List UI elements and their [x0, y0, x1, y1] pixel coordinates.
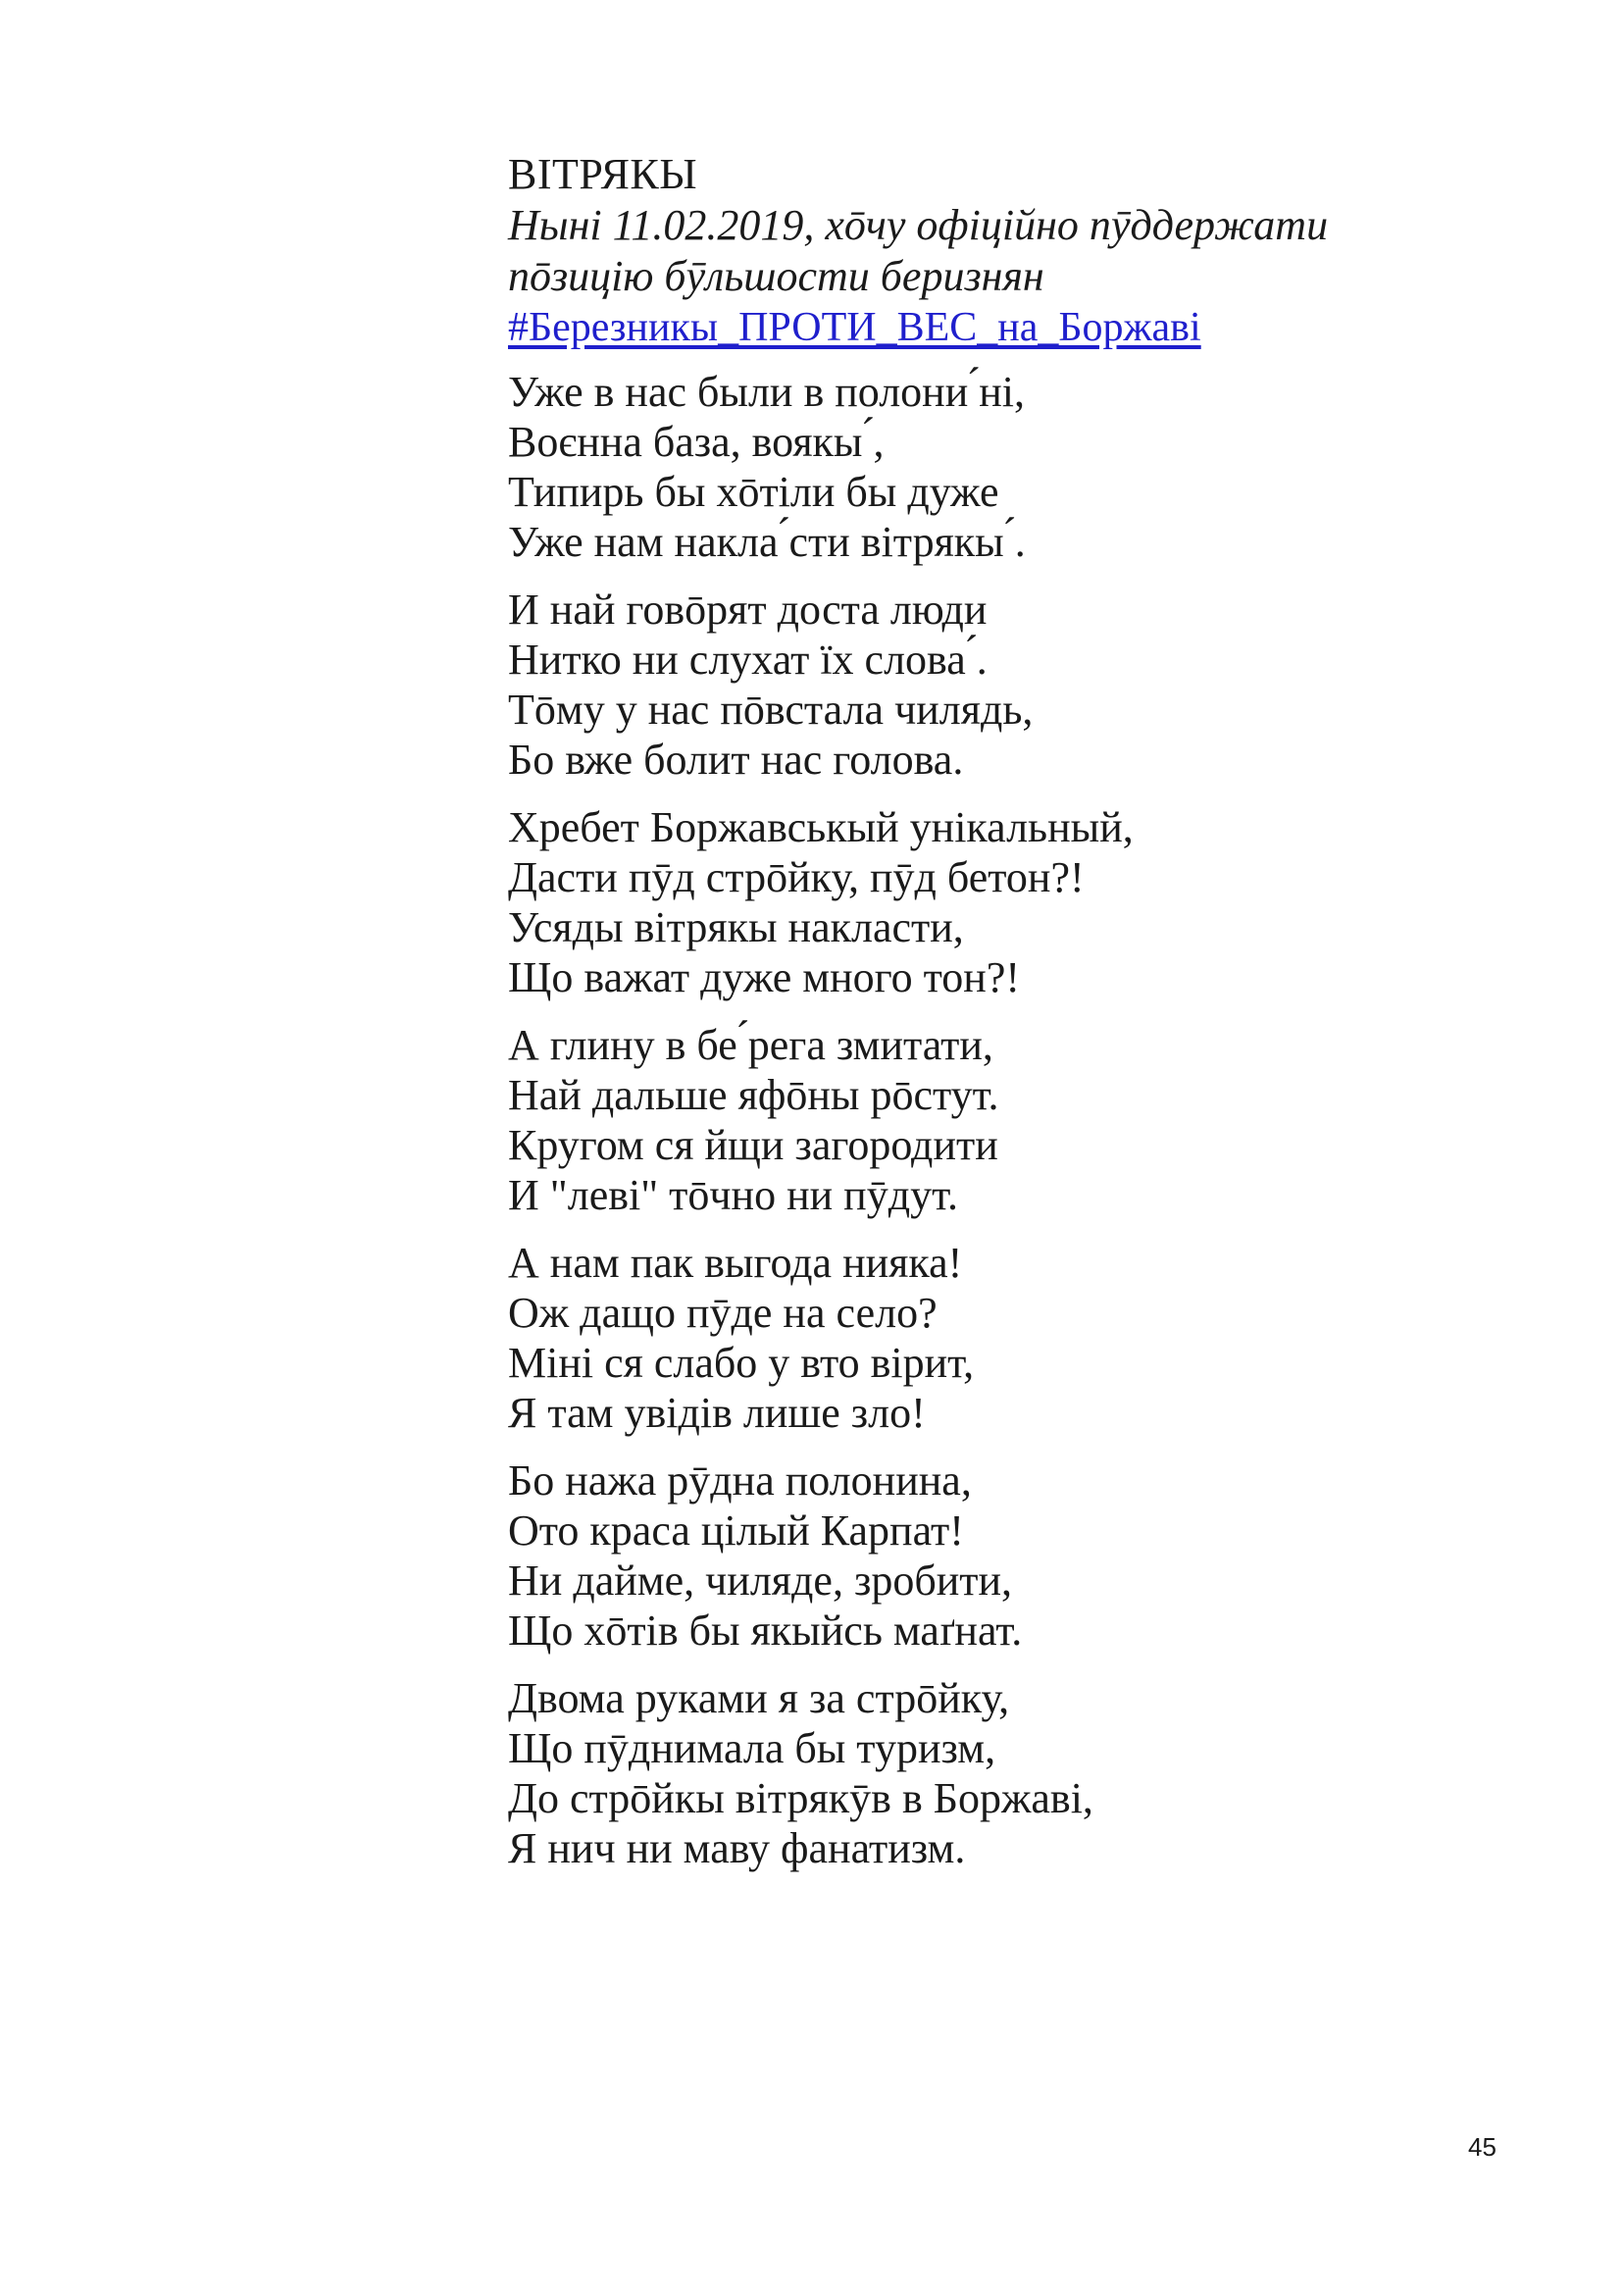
- stanza-7: [508, 1673, 1489, 1873]
- stanza-5: [508, 1238, 1489, 1438]
- verse-line: Ото краса цілый Карпат!: [508, 1506, 964, 1555]
- verse-line: А нам пак выгода нияка!: [508, 1239, 963, 1287]
- verse-line: Уже нам накла ́сти вітрякы ́.: [508, 518, 1026, 566]
- verse-line: Тōму у нас пōвстала чилядь,: [508, 686, 1034, 734]
- verse-line: Усяды вітрякы накласти,: [508, 903, 964, 951]
- dedication-line-1: Нынi 11.02.2019, хōчу офіційно пӯддержати: [508, 201, 1329, 249]
- stanza-1: [508, 367, 1489, 567]
- verse-line: Двома руками я за стрōйку,: [508, 1674, 1010, 1722]
- stanza-3: [508, 802, 1489, 1002]
- verse-line: Бо нажа рӯдна полонина,: [508, 1456, 972, 1505]
- stanza-6: [508, 1455, 1489, 1656]
- verse-line: Ни дайме, чиляде, зробити,: [508, 1556, 1013, 1605]
- verse-line: Я там увідів лише зло!: [508, 1389, 926, 1437]
- verse-line: Кругом ся йщи загородити: [508, 1121, 998, 1169]
- verse-line: Типирь бы хōтіли бы дуже: [508, 468, 999, 516]
- verse-line: Що пӯднимала бы туризм,: [508, 1724, 996, 1772]
- verse-line: И най говōрят доста люди: [508, 586, 988, 634]
- stanza-4: [508, 1020, 1489, 1220]
- verse-line: Ож дащо пӯде на село?: [508, 1289, 938, 1337]
- verse-line: А глину в бе ́рега змитати,: [508, 1021, 993, 1069]
- verse-line: Я нич ни маву фанатизм.: [508, 1824, 966, 1872]
- verse-line: Бо вже болит нас голова.: [508, 736, 964, 784]
- verse-line: Що важат дуже много тон?!: [508, 953, 1021, 1001]
- verse-line: До стрōйкы вітрякӯв в Боржаві,: [508, 1774, 1093, 1822]
- verse-line: И "леві" тōчно ни пӯдут.: [508, 1171, 959, 1219]
- hashtag-link[interactable]: #Березникы_ПРОТИ_ВЕС_на_Боржаві: [508, 305, 1201, 350]
- dedication-line-2: пōзицію бӯльшости беризнян: [508, 252, 1044, 300]
- verse-line: Хребет Боржавськый унікальный,: [508, 803, 1134, 851]
- verse-line: Нитко ни слухат їх слова ́.: [508, 636, 988, 684]
- stanza-2: [508, 585, 1489, 785]
- poem-title: ВІТРЯКЫ: [508, 150, 698, 198]
- verse-line: Воєнна база, воякы ́,: [508, 418, 885, 466]
- poem-page-content: [508, 149, 1489, 1891]
- page-number: 45: [1468, 2132, 1496, 2162]
- verse-line: Уже в нас были в полони ́ні,: [508, 368, 1026, 416]
- verse-line: Най дальше яфōны рōстут.: [508, 1071, 999, 1119]
- verse-line: Що хōтів бы якыйсь маґнат.: [508, 1607, 1023, 1655]
- verse-line: Міні ся слабо у вто вірит,: [508, 1339, 975, 1387]
- verse-line: Дасти пӯд стрōйку, пӯд бетон?!: [508, 853, 1085, 901]
